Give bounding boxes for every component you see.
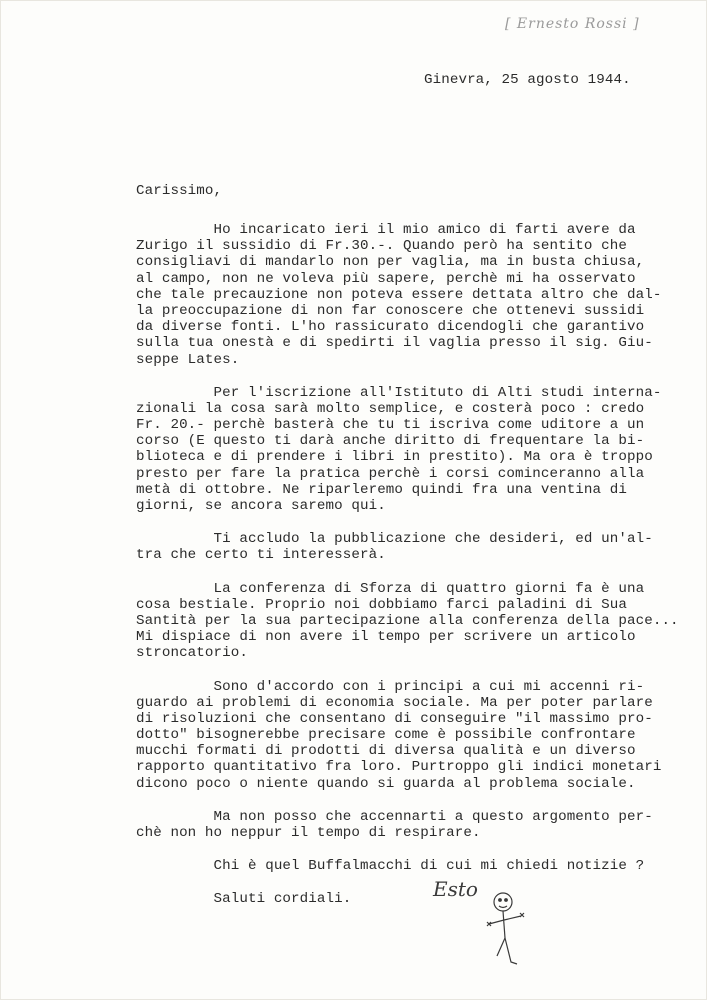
- text-line: presto per fare la pratica perchè i corsi cominceranno alla: [136, 465, 645, 482]
- text-line: Ho incaricato ieri il mio amico di farti avere da: [136, 222, 636, 238]
- text-line: corso (E questo ti darà anche diritto di frequentare la bi-: [136, 433, 645, 450]
- text-line: Mi dispiace di non avere il tempo per scrivere un articolo: [136, 629, 636, 646]
- text-line: guardo ai problemi di economia sociale. Ma per poter parlare: [136, 694, 653, 711]
- text-line: dotto" bisognerebbe precisare come è possibile confrontare: [136, 727, 636, 744]
- letter-date: Ginevra, 25 agosto 1944.: [424, 72, 631, 88]
- text-line: La conferenza di Sforza di quattro giorni fa è una: [136, 580, 645, 597]
- text-line: Sono d'accordo con i principi a cui mi accenni ri-: [136, 678, 645, 695]
- paragraph: [136, 531, 696, 563]
- paragraph: [136, 679, 696, 792]
- text-line: Per l'iscrizione all'Istituto di Alti studi interna-: [136, 384, 662, 401]
- text-line: sulla tua onestà e di spedirti il vaglia presso il sig. Giu-: [136, 335, 653, 352]
- letter-body: [136, 222, 696, 908]
- text-line: al campo, non ne voleva più sapere, perchè mi ha osservato: [136, 270, 636, 287]
- salutation: Carissimo,: [136, 183, 223, 199]
- text-line: stroncatorio.: [136, 645, 248, 662]
- text-line: che tale precauzione non poteva essere dettata altro che dal-: [136, 286, 662, 303]
- text-line: giorni, se ancora saremo qui.: [136, 498, 386, 514]
- text-line: Ti accludo la pubblicazione che desideri, ed un'al-: [136, 531, 653, 548]
- text-line: da diverse fonti. L'ho rassicurato dicendogli che garantivo: [136, 319, 645, 336]
- text-line: Fr. 20.- perchè basterà che tu ti iscriva come uditore a un: [136, 417, 645, 434]
- paragraph: [136, 385, 696, 515]
- text-line: chè non ho neppur il tempo di respirare.: [136, 825, 481, 841]
- stick-figure-doodle-icon: [487, 893, 524, 964]
- text-line: seppe Lates.: [136, 351, 240, 368]
- text-line: blioteca e di prendere i libri in prestito). Ma ora è troppo: [136, 449, 653, 466]
- text-line: Zurigo il sussidio di Fr.30.-. Quando però ha sentito che: [136, 238, 627, 255]
- archive-annotation: [ Ernesto Rossi ]: [505, 16, 640, 32]
- signature-with-doodle: [425, 866, 565, 976]
- text-line: metà di ottobre. Ne riparleremo quindi fra una ventina di: [136, 481, 627, 498]
- text-line: la preoccupazione di non far conoscere che ottenevi sussidi: [136, 302, 645, 319]
- text-line: Saluti cordiali.: [136, 891, 352, 908]
- text-line: zionali la cosa sarà molto semplice, e costerà poco : credo: [136, 400, 645, 417]
- text-line: dicono poco o niente quando si guarda al problema sociale.: [136, 775, 636, 792]
- text-line: mucchi formati di prodotti di diversa qualità e un diverso: [136, 743, 636, 760]
- paragraph: [136, 809, 696, 841]
- text-line: Santità per la sua partecipazione alla conferenza della pace...: [136, 612, 679, 629]
- text-line: rapporto quantitativo fra loro. Purtroppo gli indici monetari: [136, 759, 662, 776]
- signature: Esto: [433, 877, 478, 901]
- paragraph: [136, 858, 696, 874]
- text-line: consigliavi di mandarlo non per vaglia, ma in busta chiusa,: [136, 254, 645, 271]
- paragraph: [136, 581, 696, 662]
- text-line: cosa bestiale. Proprio noi dobbiamo farci paladini di Sua: [136, 596, 627, 613]
- text-line: Chi è quel Buffalmacchi di cui mi chiedi notizie ?: [136, 858, 645, 875]
- text-line: tra che certo ti interesserà.: [136, 547, 386, 564]
- paragraph: [136, 222, 696, 368]
- closing: [136, 891, 696, 907]
- text-line: Ma non posso che accennarti a questo argomento per-: [136, 808, 653, 825]
- text-line: di risoluzioni che consentano di conseguire "il massimo pro-: [136, 710, 653, 727]
